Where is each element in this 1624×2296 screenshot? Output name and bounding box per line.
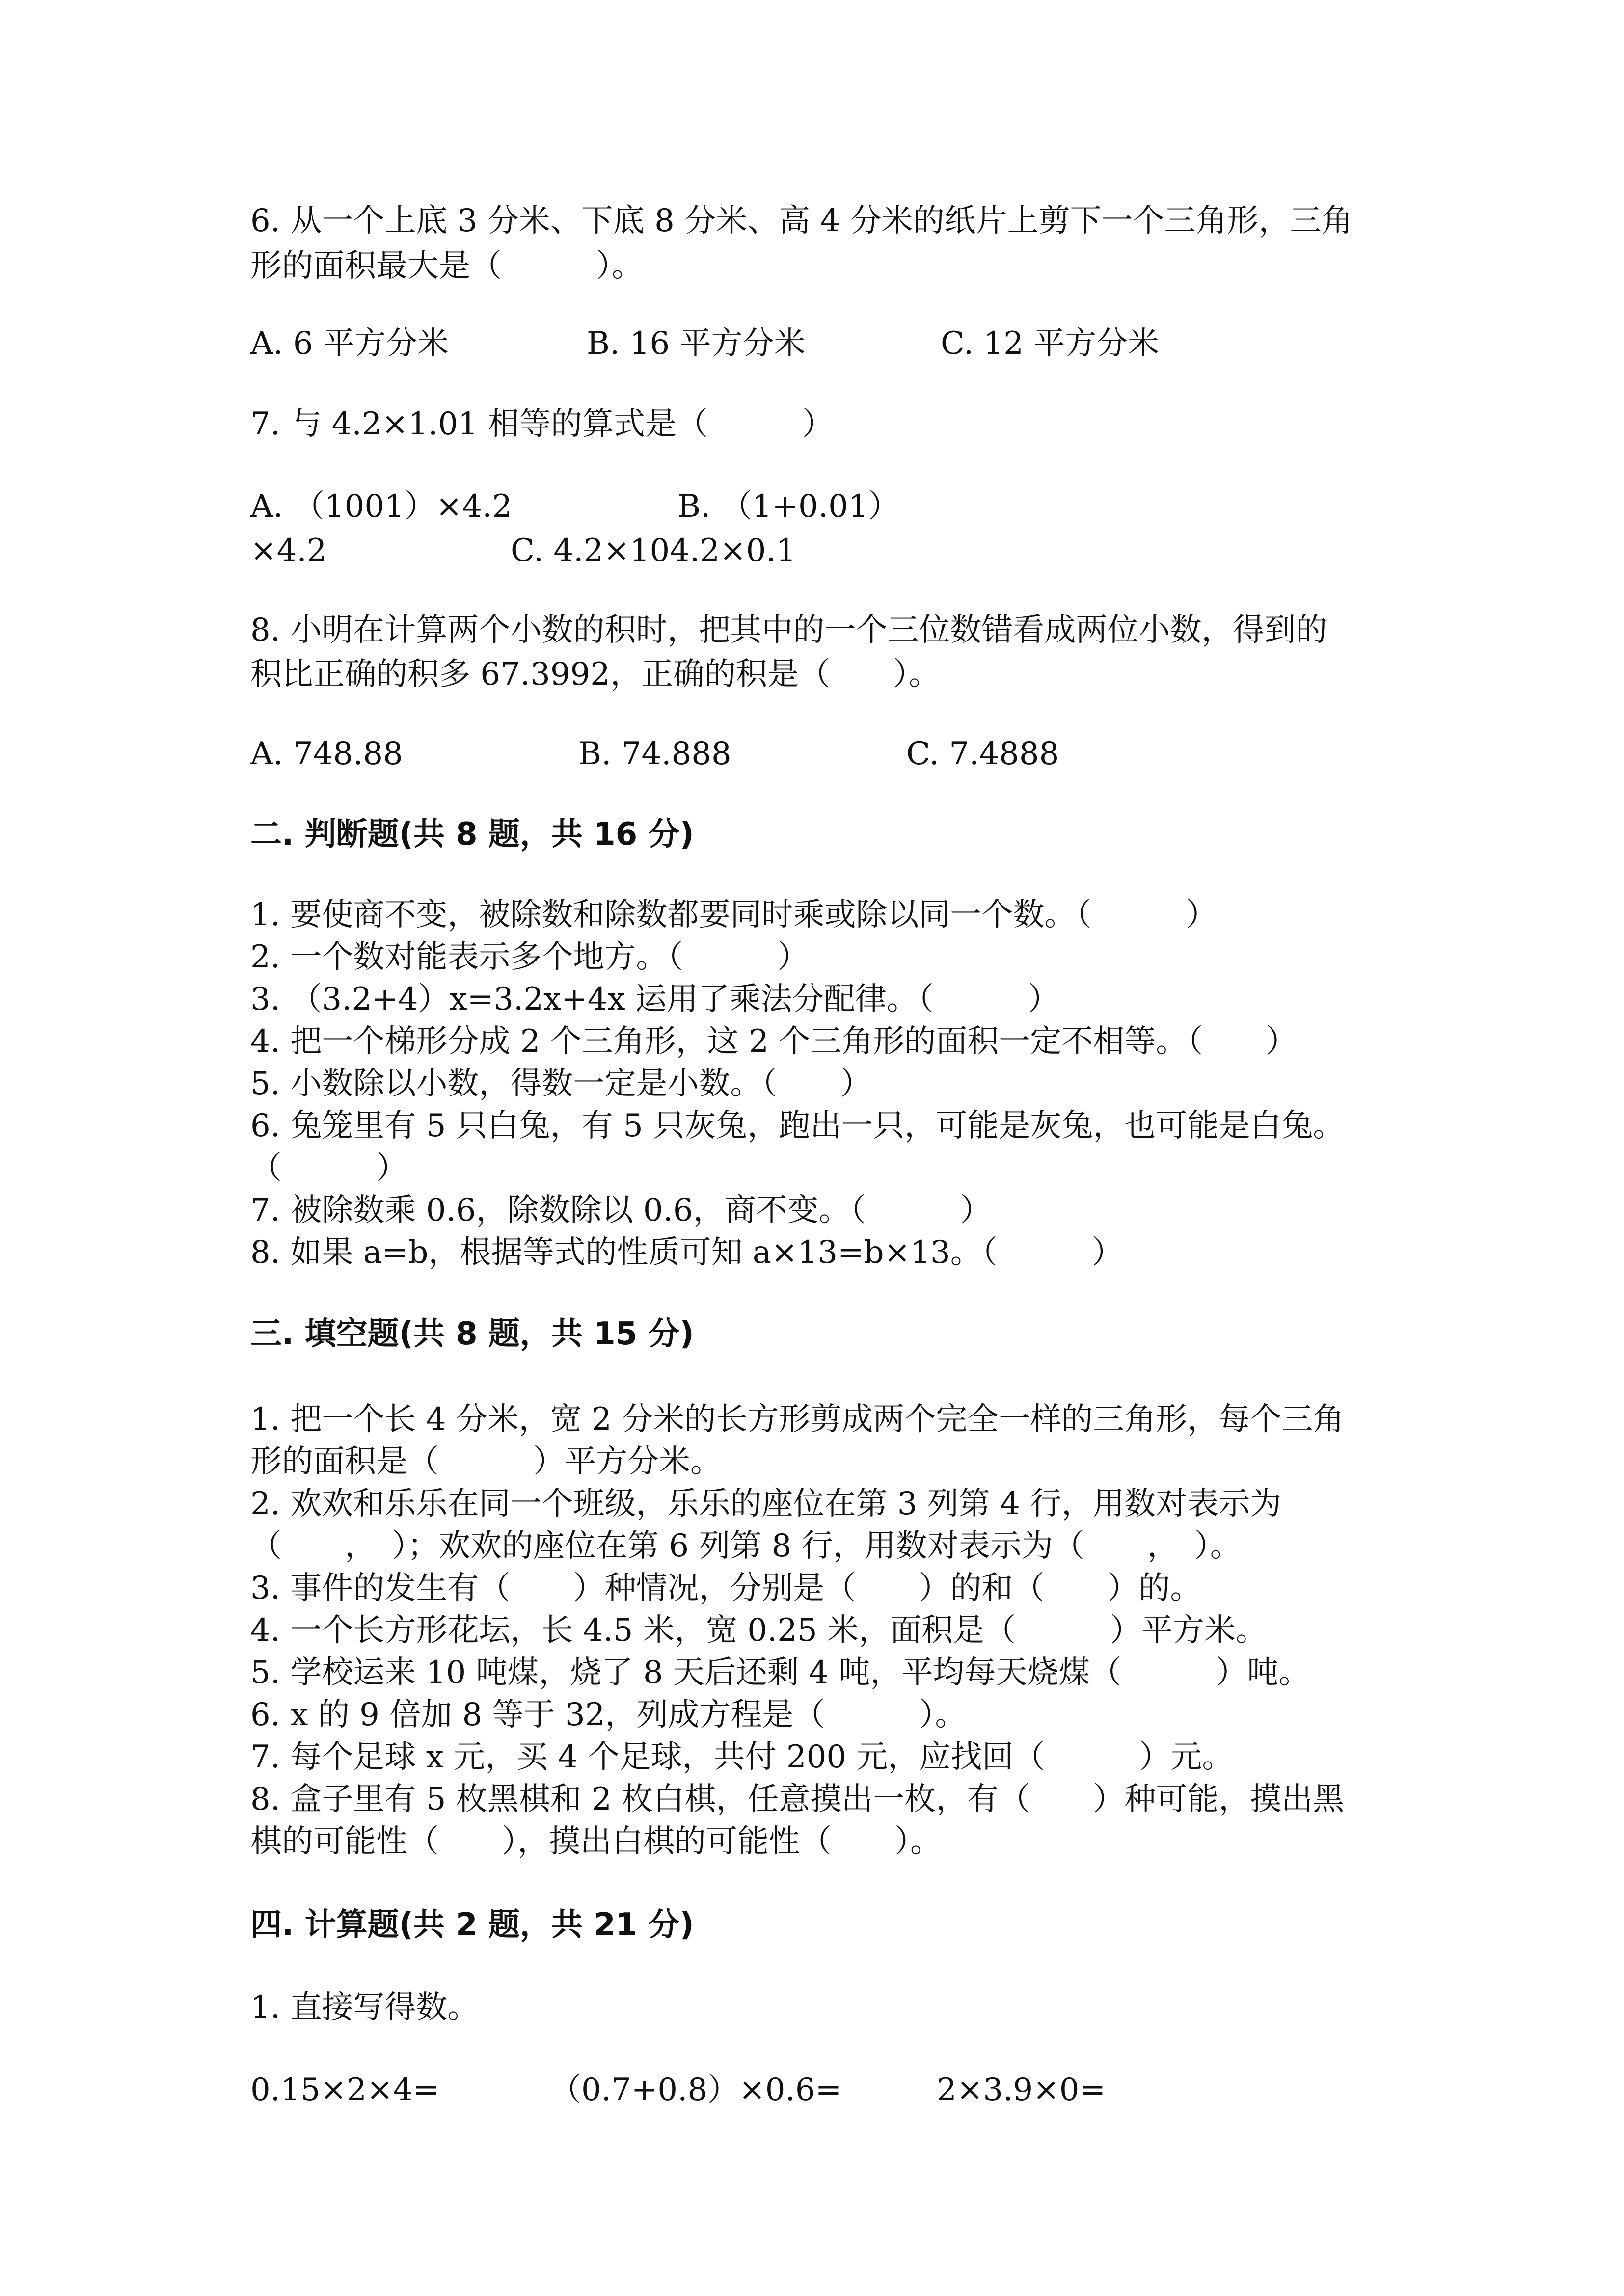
section-2-item: 3. （3.2+4）x=3.2x+4x 运用了乘法分配律。（ ） xyxy=(250,981,1059,1017)
section-3-heading: 三. 填空题(共 8 题，共 15 分) xyxy=(250,1316,694,1352)
question-6-option-b: B. 16 平方分米 xyxy=(587,325,806,362)
section-3-item: 4. 一个长方形花坛，长 4.5 米，宽 0.25 米，面积是（ ）平方米。 xyxy=(250,1612,1268,1649)
section-3-item: 3. 事件的发生有（ ）种情况，分别是（ ）的和（ ）的。 xyxy=(250,1570,1202,1606)
question-8-line-2: 积比正确的积多 67.3992，正确的积是（ ）。 xyxy=(250,656,940,693)
section-2-item: （ ） xyxy=(250,1150,407,1186)
section-2-item: 4. 把一个梯形分成 2 个三角形，这 2 个三角形的面积一定不相等。（ ） xyxy=(250,1023,1298,1060)
section-3-item: 6. x 的 9 倍加 8 等于 32，列成方程是（ ）。 xyxy=(250,1697,967,1733)
calc-expression: 0.15×2×4= xyxy=(250,2072,439,2108)
section-3-item: 棋的可能性（ ），摸出白棋的可能性（ ）。 xyxy=(250,1823,942,1860)
question-6-line-1: 6. 从一个上底 3 分米、下底 8 分米、高 4 分米的纸片上剪下一个三角形，三角 xyxy=(250,203,1353,239)
section-3-item: 8. 盒子里有 5 枚黑棋和 2 枚白棋，任意摸出一枚，有（ ）种可能，摸出黑 xyxy=(250,1781,1345,1817)
question-8-option-c: C. 7.4888 xyxy=(906,736,1059,772)
section-2-item: 2. 一个数对能表示多个地方。（ ） xyxy=(250,939,809,975)
section-4-heading: 四. 计算题(共 2 题，共 21 分) xyxy=(250,1907,694,1943)
section-3-item: （ ， ）；欢欢的座位在第 6 列第 8 行，用数对表示为（ ， ）。 xyxy=(250,1528,1242,1564)
question-7-option-b-continued: ×4.2 xyxy=(250,533,327,569)
question-7-option-c: C. 4.2×104.2×0.1 xyxy=(511,533,796,569)
calc-expression: 2×3.9×0= xyxy=(937,2072,1106,2108)
section-2-heading: 二. 判断题(共 8 题，共 16 分) xyxy=(250,816,694,853)
question-6-option-a: A. 6 平方分米 xyxy=(250,325,449,362)
question-8-option-a: A. 748.88 xyxy=(250,736,403,772)
section-3-item: 5. 学校运来 10 吨煤，烧了 8 天后还剩 4 吨，平均每天烧煤（ ）吨。 xyxy=(250,1655,1310,1691)
section-2-item: 6. 兔笼里有 5 只白兔，有 5 只灰兔，跑出一只，可能是灰兔，也可能是白兔。 xyxy=(250,1108,1345,1144)
calc-expression: （0.7+0.8）×0.6= xyxy=(550,2072,842,2108)
section-3-item: 7. 每个足球 x 元，买 4 个足球，共付 200 元，应找回（ ）元。 xyxy=(250,1739,1234,1775)
section-2-item: 8. 如果 a=b，根据等式的性质可知 a×13=b×13。（ ） xyxy=(250,1234,1123,1271)
question-7-option-b: B. （1+0.01） xyxy=(677,488,900,525)
section-3-item: 1. 把一个长 4 分米，宽 2 分米的长方形剪成两个完全一样的三角形，每个三角 xyxy=(250,1401,1345,1438)
question-6-line-2: 形的面积最大是（ ）。 xyxy=(250,248,643,284)
section-4-question-1: 1. 直接写得数。 xyxy=(250,1989,479,2026)
question-6-option-c: C. 12 平方分米 xyxy=(941,325,1160,362)
question-7-line-1: 7. 与 4.2×1.01 相等的算式是（ ） xyxy=(250,406,834,442)
section-3-item: 形的面积是（ ）平方分米。 xyxy=(250,1443,722,1480)
section-2-item: 1. 要使商不变，被除数和除数都要同时乘或除以同一个数。（ ） xyxy=(250,897,1218,933)
section-2-item: 7. 被除数乘 0.6，除数除以 0.6，商不变。（ ） xyxy=(250,1192,992,1228)
section-3-item: 2. 欢欢和乐乐在同一个班级，乐乐的座位在第 3 列第 4 行，用数对表示为 xyxy=(250,1486,1282,1522)
question-8-line-1: 8. 小明在计算两个小数的积时，把其中的一个三位数错看成两位小数，得到的 xyxy=(250,612,1327,648)
question-8-option-b: B. 74.888 xyxy=(578,736,731,772)
question-7-option-a: A. （1001）×4.2 xyxy=(250,488,513,525)
section-2-item: 5. 小数除以小数，得数一定是小数。（ ） xyxy=(250,1066,872,1102)
